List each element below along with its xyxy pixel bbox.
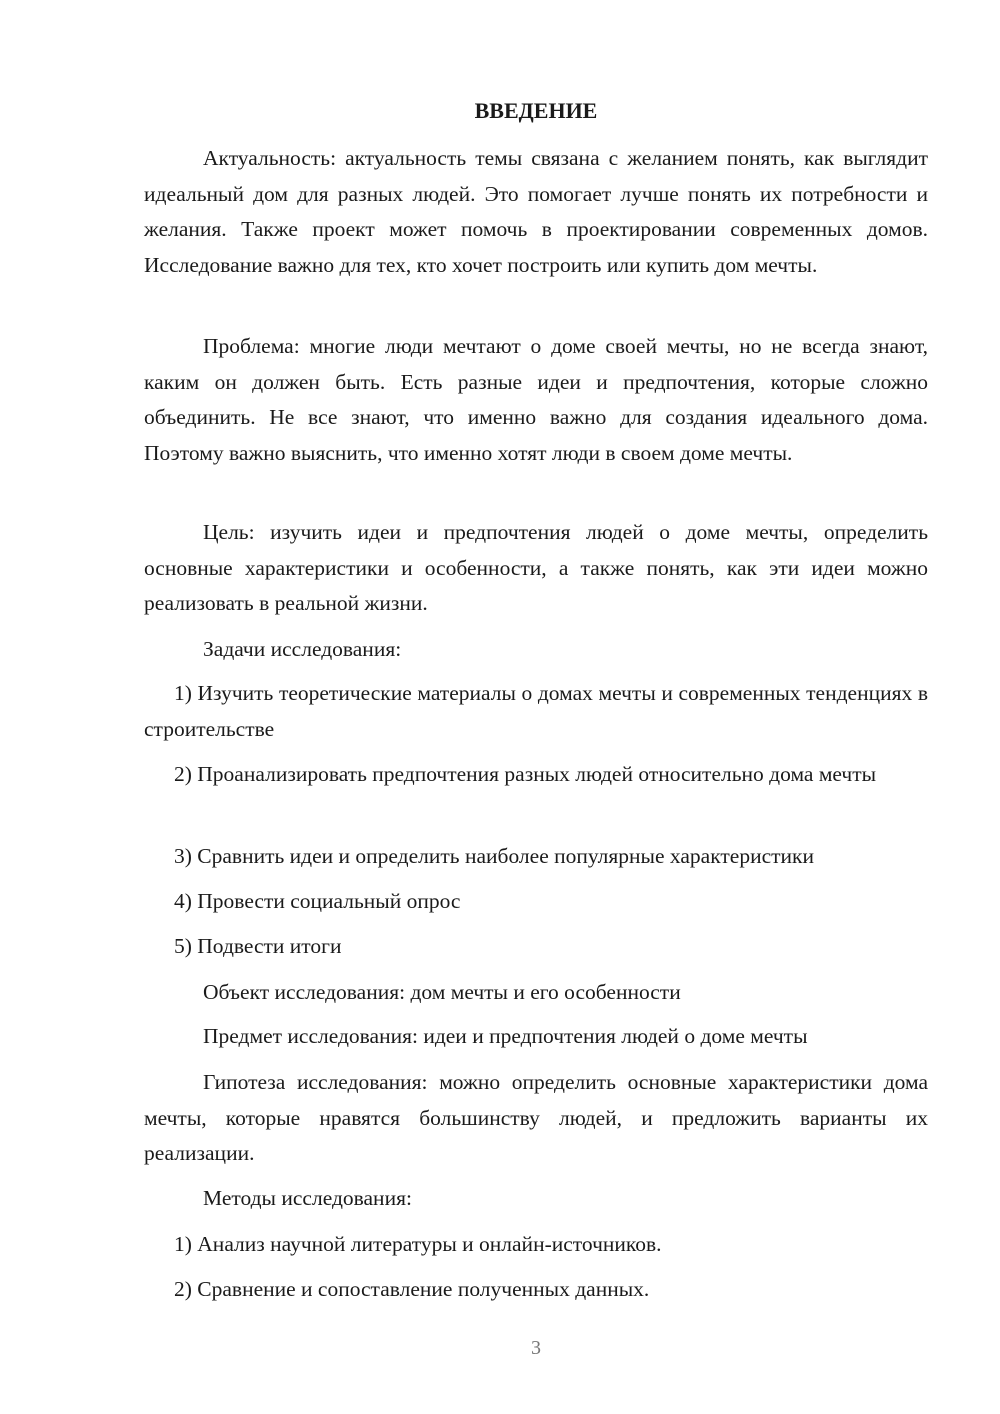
methods-heading: Методы исследования: [203,1186,412,1210]
task-item: 4) Провести социальный опрос [174,889,461,913]
task-item: 5) Подвести итоги [174,934,342,958]
page-number: 3 [531,1337,541,1359]
method-item: 1) Анализ научной литературы и онлайн-источников. [174,1232,662,1256]
task-item: 2) Проанализировать предпочтения разных людей относительно дома мечты [174,762,877,786]
goal-paragraph: Цель: изучить идеи и предпочтения людей о доме мечты, определить основные характеристики и особенности, а также понять, как эти идеи можно реализовать в реальной жизни. [144,520,928,615]
tasks-heading: Задачи исследования: [203,637,402,661]
relevance-paragraph: Актуальность: актуальность темы связана с желанием понять, как выглядит идеальный дом для разных людей. Это помогает лучше понять их потребности и желания. Также проект может помочь в проектировании современных домов. Исследование важно для тех, кто хочет построить или купить дом мечты. [144,146,928,277]
task-item: 1) Изучить теоретические материалы о домах мечты и современных тенденциях в строительстве [144,681,928,741]
research-object: Объект исследования: дом мечты и его особенности [203,980,681,1004]
problem-paragraph: Проблема: многие люди мечтают о доме своей мечты, но не всегда знают, каким он должен быть. Есть разные идеи и предпочтения, которые сложно объединить. Не все знают, что именно важно для создания идеального дома. Поэтому важно выяснить, что именно хотят люди в своем доме мечты. [144,334,928,465]
method-item: 2) Сравнение и сопоставление полученных данных. [174,1277,650,1301]
section-heading: ВВЕДЕНИЕ [474,98,598,123]
research-subject: Предмет исследования: идеи и предпочтения людей о доме мечты [203,1024,808,1048]
hypothesis-paragraph: Гипотеза исследования: можно определить основные характеристики дома мечты, которые нравятся большинству людей, и предложить варианты их реализации. [144,1070,928,1165]
task-item: 3) Сравнить идеи и определить наиболее популярные характеристики [174,844,814,868]
